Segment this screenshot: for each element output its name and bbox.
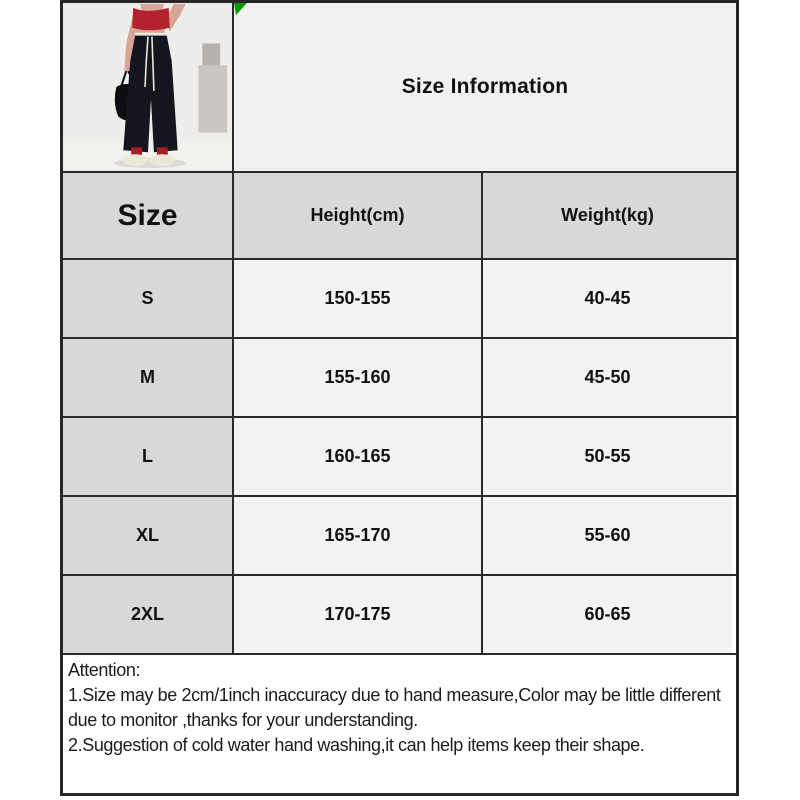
size-label: L (63, 418, 234, 495)
product-photo-illustration (63, 3, 232, 171)
column-header-weight: Weight(kg) (561, 205, 654, 225)
size-label: S (63, 260, 234, 337)
height-value: 155-160 (234, 339, 483, 416)
height-value: 165-170 (234, 497, 483, 574)
weight-value: 55-60 (483, 497, 732, 574)
column-header-height: Height(cm) (234, 173, 483, 258)
weight-value: 45-50 (483, 339, 732, 416)
right-shoe (149, 154, 175, 166)
red-crop-top (132, 8, 170, 30)
height-value: 160-165 (234, 418, 483, 495)
column-header-size: Size (63, 173, 234, 258)
page-title: Size Information (401, 75, 569, 98)
table-header-row (63, 173, 736, 260)
table-row-2xl (63, 576, 736, 655)
table-row-xl (63, 497, 736, 576)
pedestal-column (198, 65, 227, 132)
size-label: 2XL (63, 576, 234, 653)
attention-note-1: 1.Size may be 2cm/1inch inaccuracy due to hand measure,Color may be little different due to monitor ,thanks for your understanding. (68, 685, 721, 730)
table-row-l (63, 418, 736, 497)
size-label: M (63, 339, 234, 416)
height-value: 170-175 (234, 576, 483, 653)
green-corner-marker-icon (234, 3, 248, 16)
weight-value: 50-55 (483, 418, 732, 495)
weight-value: 40-45 (483, 260, 732, 337)
product-photo (63, 3, 234, 171)
attention-text-block (68, 658, 731, 790)
green-corner-marker-shape (234, 3, 247, 15)
weight-value: 60-65 (483, 576, 732, 653)
attention-note-2: 2.Suggestion of cold water hand washing,it can help items keep their shape. (68, 735, 645, 755)
attention-heading: Attention: (68, 660, 141, 680)
title-cell (234, 3, 736, 171)
pedestal-top-box (202, 44, 220, 68)
title-row (63, 3, 736, 173)
size-label: XL (63, 497, 234, 574)
height-value: 150-155 (234, 260, 483, 337)
left-shoe (122, 154, 148, 166)
table-row-m (63, 339, 736, 418)
size-chart-panel (60, 0, 739, 796)
table-row-s (63, 260, 736, 339)
attention-section (63, 655, 736, 793)
